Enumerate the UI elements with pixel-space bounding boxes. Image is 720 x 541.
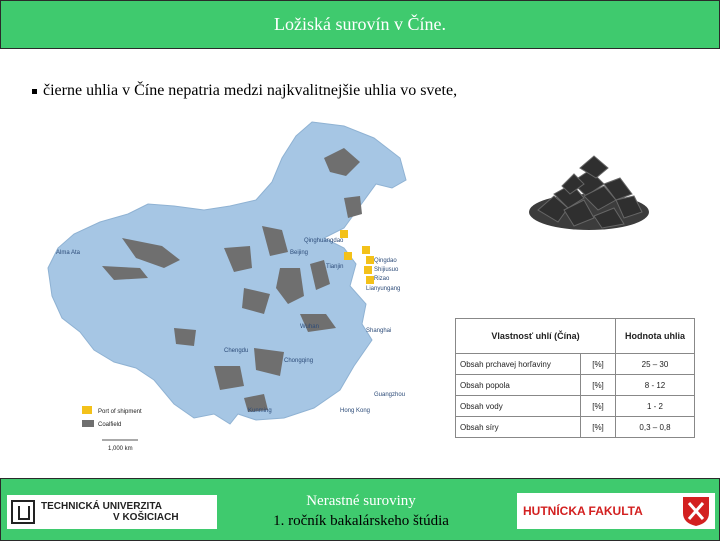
table-cell: [%] [581,417,616,438]
city-label: Guangzhou [374,392,406,398]
university-logo [7,495,217,529]
table-cell: [%] [581,354,616,375]
port-icon [362,246,370,254]
bullet-item [32,82,457,100]
legend-port-icon [82,406,92,414]
table-cell: 1 - 2 [616,396,695,417]
city-label: Lianyungang [366,286,401,292]
slide-title-bar [0,0,720,49]
faculty-logo [517,493,715,529]
table-cell: [%] [581,396,616,417]
port-icon [366,276,374,284]
legend-coal-icon [82,420,94,427]
course-year: 1. ročník bakalárskeho štúdia [273,513,449,529]
table-cell: 25 – 30 [616,354,695,375]
table-cell: Obsah síry [456,417,581,438]
city-label: Kunming [248,408,272,414]
table-cell: 0,3 – 0,8 [616,417,695,438]
legend-coal-label: Coalfield [98,422,122,428]
port-icon [344,252,352,260]
slide-title: Ložiská surovín v Číne. [274,14,446,34]
city-label: Qinghuangdao [304,238,344,244]
city-label: Alma Ata [56,250,81,256]
table-header: Hodnota uhlia [616,319,695,354]
table-cell: Obsah prchavej horľaviny [456,354,581,375]
port-icon [366,256,374,264]
city-label: Hong Kong [340,408,371,414]
course-title: Nerastné suroviny [306,493,416,509]
coal-pile-image [524,138,654,238]
port-icon [340,230,348,238]
city-label: Chongqing [284,358,314,364]
scale-label: 1,000 km [108,446,133,452]
table-cell: Obsah popola [456,375,581,396]
faculty-shield-icon [681,495,711,527]
city-label: Shijiusuo [374,267,399,273]
university-name-line1: TECHNICKÁ UNIVERZITA [41,501,162,512]
city-label: Wuhan [300,324,319,330]
coalfield [174,328,196,346]
map-legend [82,406,142,452]
city-label: Qingdao [374,258,397,264]
table-cell: Obsah vody [456,396,581,417]
city-label: Rizao [374,276,390,282]
table-header: Vlastnosť uhlí (Čína) [456,319,616,354]
city-label: Chengdu [224,348,249,354]
table-row [456,375,695,396]
table-row [456,396,695,417]
university-name [41,501,179,523]
table-row [456,417,695,438]
table-cell: [%] [581,375,616,396]
university-emblem-icon [11,500,35,524]
slide-footer [0,478,720,541]
faculty-name: HUTNÍCKA FAKULTA [523,504,643,518]
city-label: Tianjin [326,264,344,270]
bullet-square-icon [32,89,37,94]
table-header-row [456,319,695,354]
coal-properties-table [455,318,695,438]
city-label: Shanghai [366,328,392,334]
bullet-text: čierne uhlia v Číne nepatria medzi najkvalitnejšie uhlia vo svete, [43,82,458,99]
table-cell: 8 - 12 [616,375,695,396]
legend-port-label: Port of shipment [98,409,142,415]
city-label: Beijing [290,250,309,256]
table-row [456,354,695,375]
china-coal-map [44,118,424,456]
university-name-line2: V KOŠICIACH [113,512,179,523]
port-icon [364,266,372,274]
course-info [241,491,481,531]
